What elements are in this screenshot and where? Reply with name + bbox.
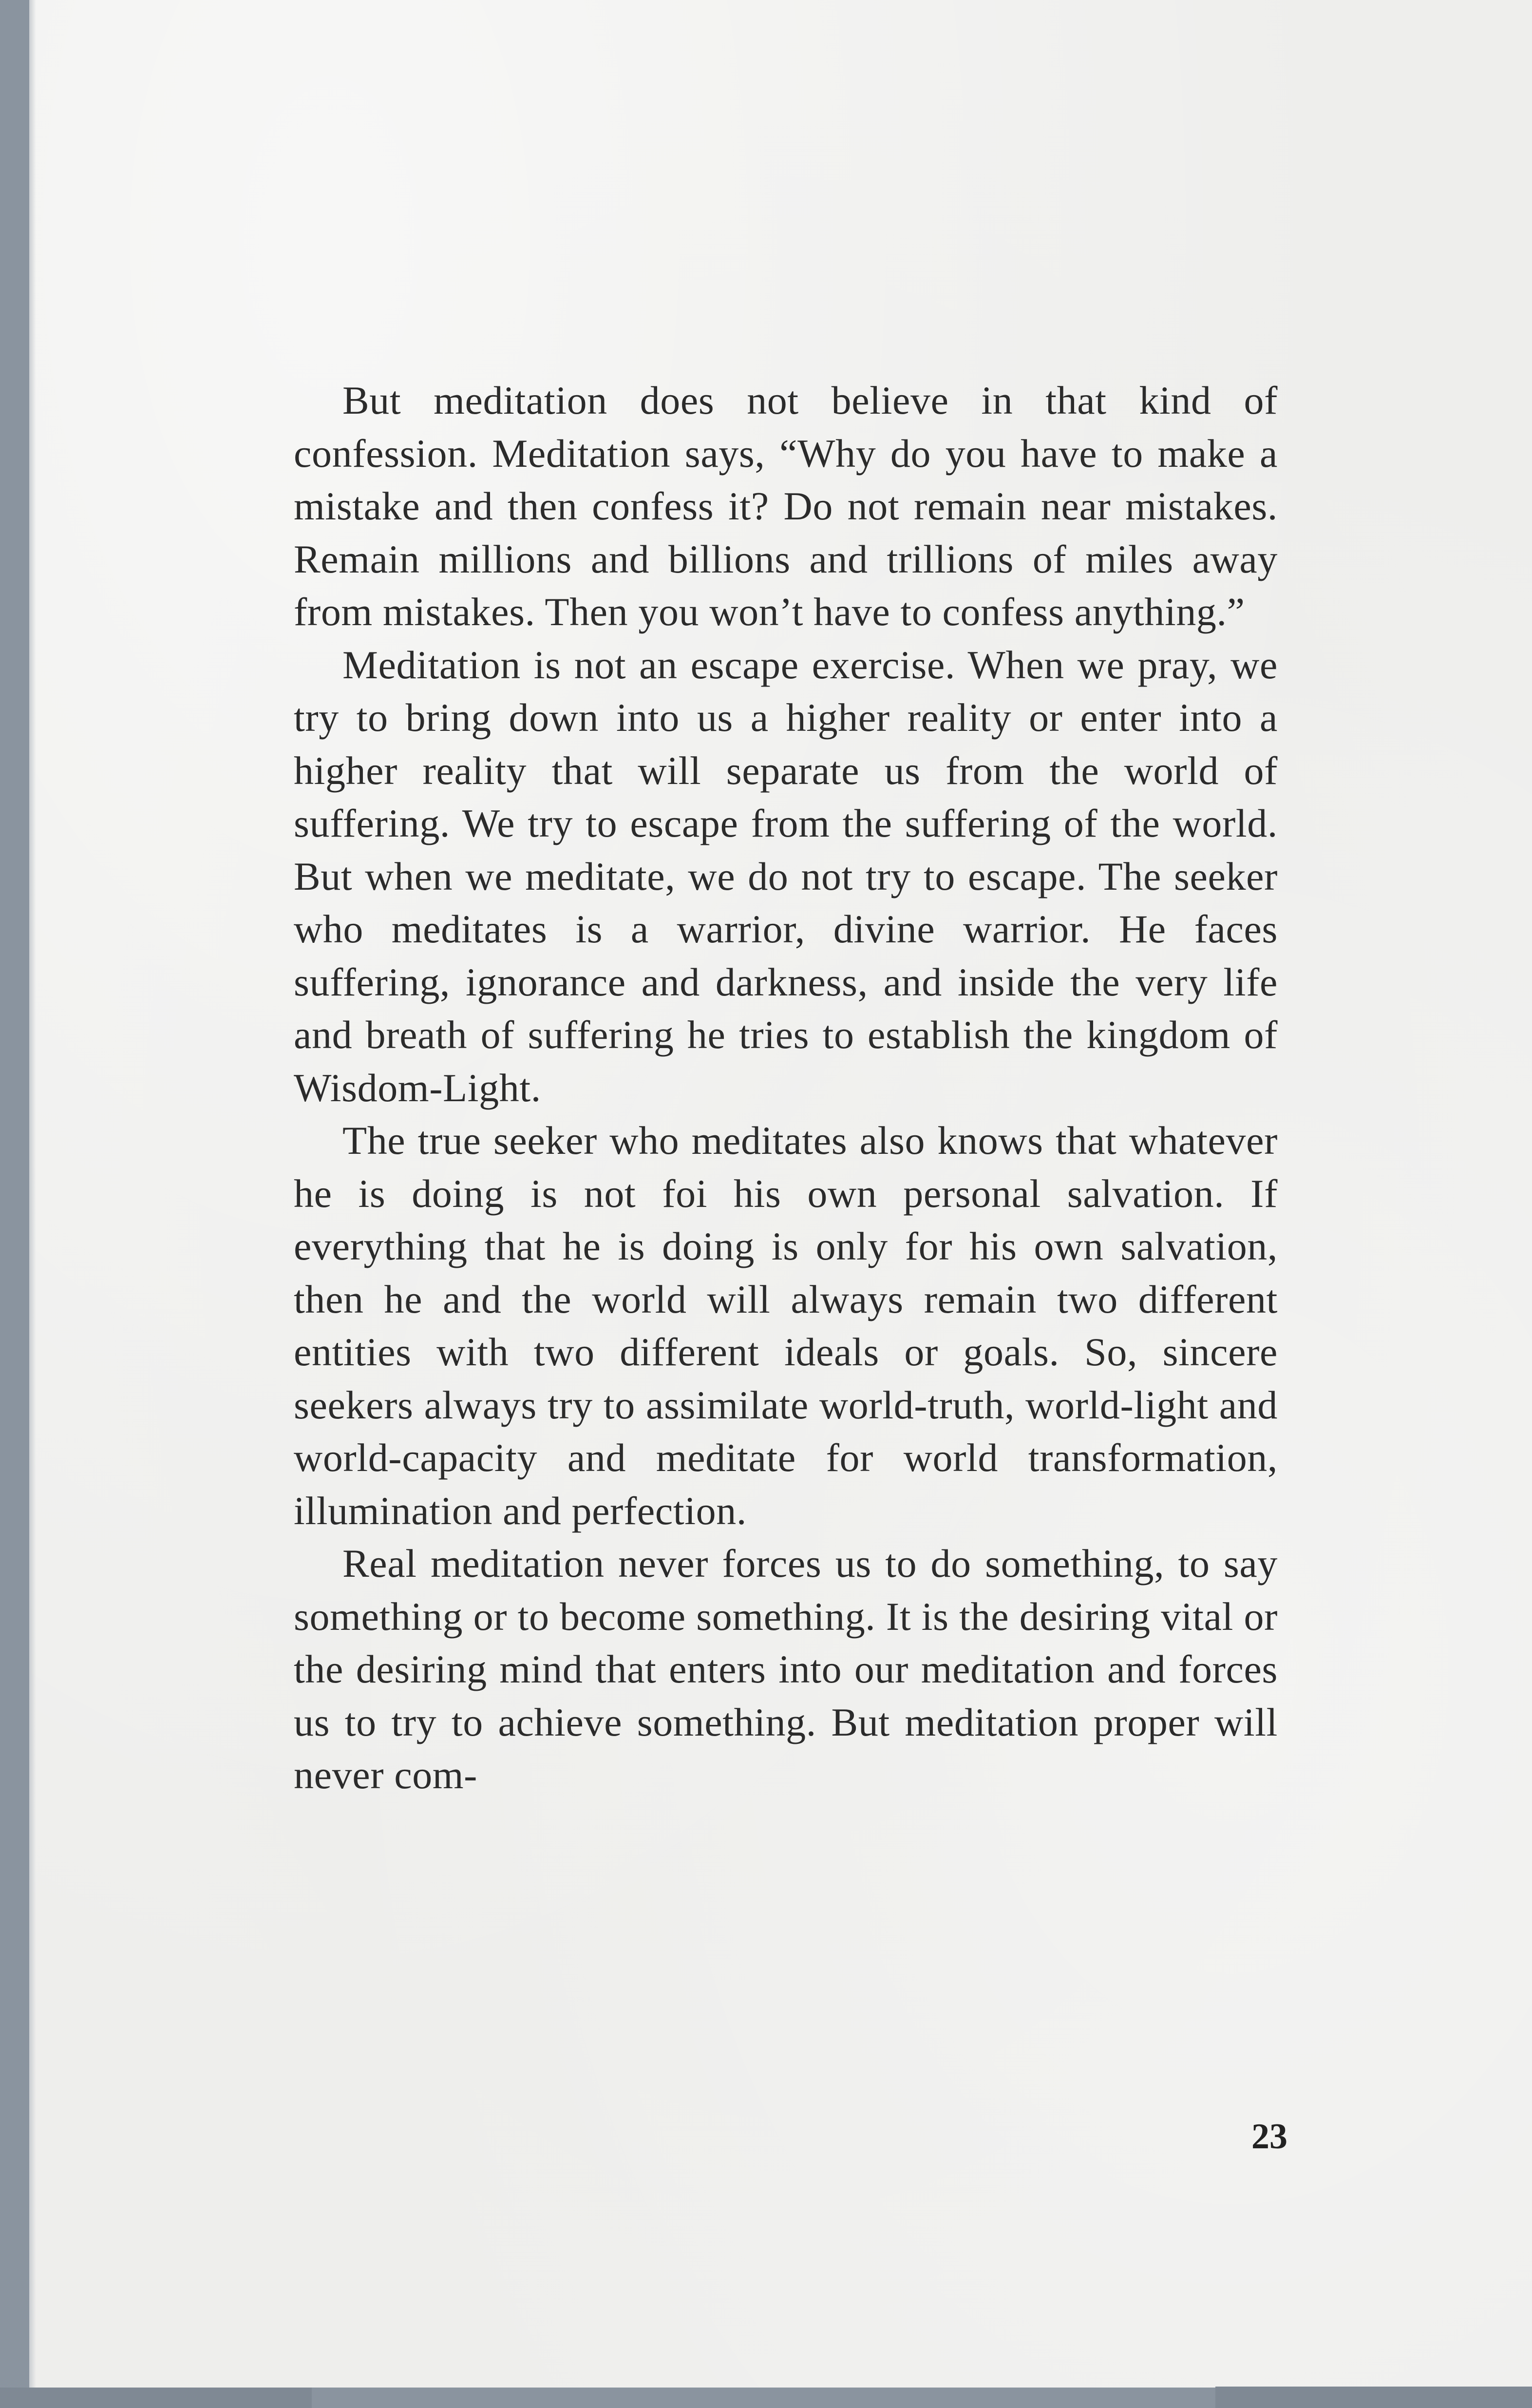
- scan-background-strip-right: [1215, 2387, 1532, 2408]
- page-number: 23: [1251, 2117, 1287, 2157]
- paragraph-3: The true seeker who meditates also knows that whatever he is doing is not foi his own personal salvation. If everything that he is doing is only for his own salvation, then he and the world will always remain two different entities with two different ideals or goals. So, sincere seekers always try to assimilate world-truth, world-light and world-capacity and meditate for world transformation, illumination and perfection.: [294, 1118, 1278, 1533]
- scan-background-strip-left: [0, 2388, 312, 2408]
- page-shadow-edge: [29, 0, 36, 2388]
- paragraph-4: Real meditation never forces us to do something, to say something or to become something. It is the desiring vital or the desiring mind that enters into our meditation and forces us to try to achieve something. But meditation proper will never com-: [294, 1541, 1278, 1797]
- paragraph-1: But meditation does not believe in that kind of confession. Meditation says, “Why do you have to make a mistake and then confess it? Do not remain near mistakes. Remain millions and billions and trillions of miles away from mistakes. Then you won’t have to confess anything.”: [294, 378, 1278, 634]
- paragraph-2: Meditation is not an escape exercise. When we pray, we try to bring down into us a higher reality or enter into a higher reality that will separate us from the world of suffering. We try to escape from the suffering of the world. But when we meditate, we do not try to escape. The seeker who meditates is a warrior, divine warrior. He faces suffering, ignorance and darkness, and inside the very life and breath of suffering he tries to establish the kingdom of Wisdom-Light.: [294, 642, 1278, 1110]
- body-text: [294, 374, 1278, 1802]
